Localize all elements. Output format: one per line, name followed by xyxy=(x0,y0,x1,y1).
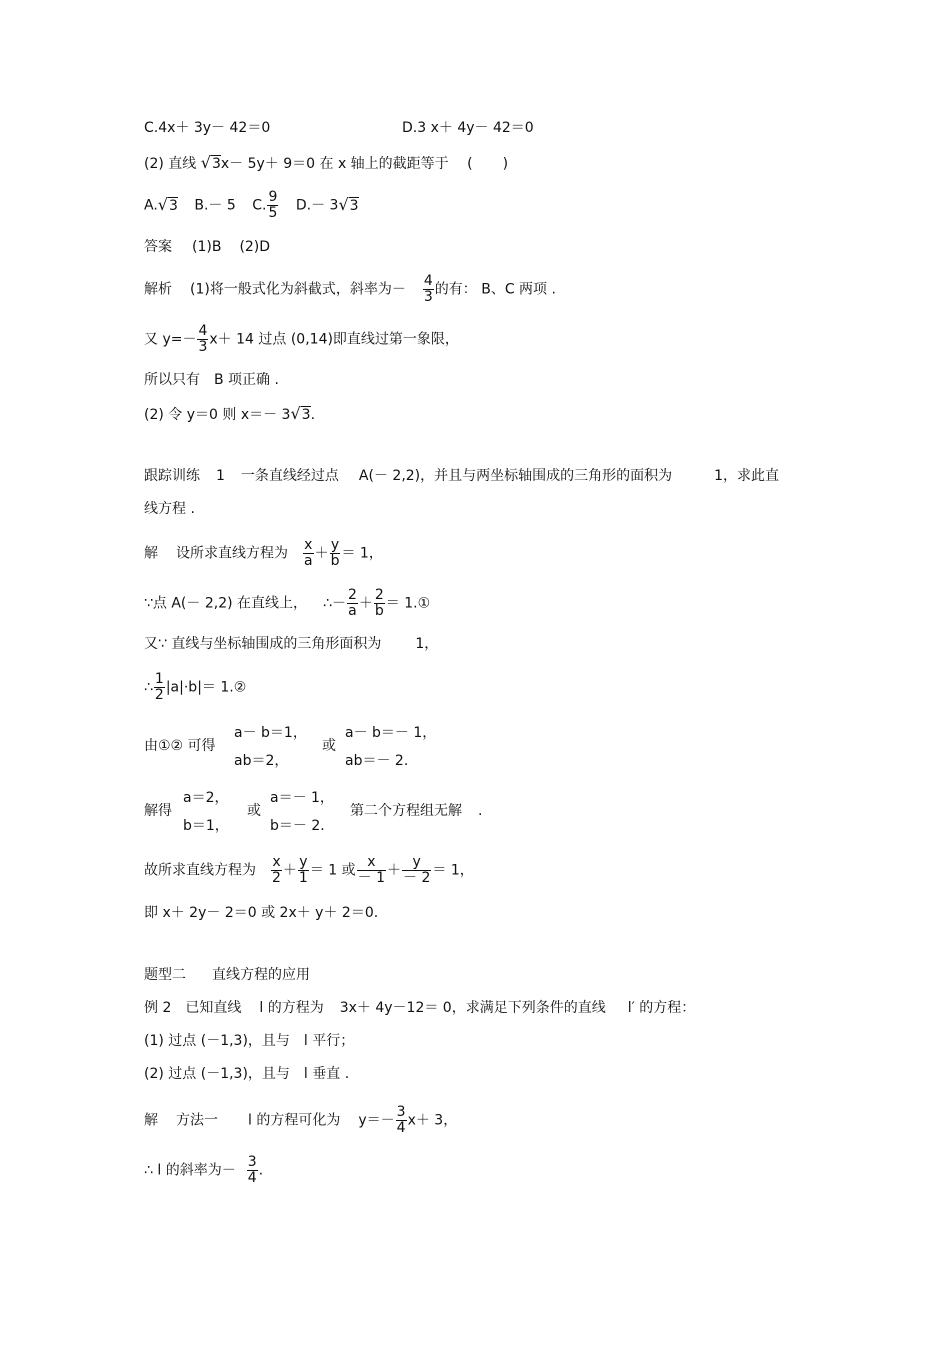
sqrt-symbol: √3 xyxy=(200,153,221,172)
solution-line-7: 故所求直线方程为 $\frac{x}{2}$ ＋ $\frac{y}{1}$ ＝ 1 或 $\frac{x}{- 1}$ ＋ $\frac{y}{- 2}$ ＝ 1， xyxy=(144,854,474,886)
result-2-row-2: b＝－ 2. xyxy=(270,818,325,834)
fraction: $\frac{1}{2}$ xyxy=(154,671,164,703)
result-1-row-2: b＝1， xyxy=(183,818,229,834)
example-2-solution-2: ∴ l 的斜率为－ $\frac{3}{4}$ . xyxy=(144,1154,264,1186)
practice-title: 跟踪训练 1 一条直线经过点 A(－ 2,2)，并且与两坐标轴围成的三角形的面积为 1，求此直 xyxy=(144,468,780,484)
fraction: $\frac{4}{3}$ xyxy=(198,323,208,355)
or-word: 或 xyxy=(322,738,336,754)
example-2-title: 例 2 已知直线 l 的方程为 3x＋ 4y－12＝ 0，求满足下列条件的直线 l′ 的方程： xyxy=(144,1000,696,1016)
solution-line-1: 解 设所求直线方程为 $\frac{x}{a}$ ＋ $\frac{y}{b}$ ＝ 1， xyxy=(144,537,383,569)
system-1-row-2: ab＝2， xyxy=(234,753,289,769)
fraction: $\frac{2}{a}$ xyxy=(347,587,357,619)
system-2-row-2: ab＝－ 2. xyxy=(345,753,409,769)
example-2-solution-1: 解 方法一 l 的方程可化为 y＝－ $\frac{3}{4}$ x＋ 3， xyxy=(144,1104,458,1136)
fraction: $\frac{y}{- 2}$ xyxy=(403,854,431,886)
system-1-row-1: a－ b＝1， xyxy=(234,725,307,741)
question-2-options: A.√3 B.－ 5 C. $\frac{9}{5}$ D.－ 3√3 xyxy=(144,189,359,221)
question-2: (2) 直线 √3x－ 5y＋ 9＝0 在 x 轴上的截距等于 ( ) xyxy=(144,153,509,172)
result-1-row-1: a＝2， xyxy=(183,790,229,806)
option-d: D.3 x＋ 4y－ 42＝0 xyxy=(402,120,534,136)
fraction: $\frac{y}{1}$ xyxy=(298,854,308,886)
option-c: C.4x＋ 3y－ 42＝0 xyxy=(144,120,271,136)
fraction: $\frac{x}{a}$ xyxy=(304,537,313,569)
fraction: $\frac{3}{4}$ xyxy=(396,1104,406,1136)
analysis-line-4: (2) 令 y＝0 则 x＝－ 3√3. xyxy=(144,404,316,423)
or-word: 或 xyxy=(247,803,261,819)
fraction: $\frac{y}{b}$ xyxy=(330,537,340,569)
fraction: $\frac{3}{4}$ xyxy=(247,1154,257,1186)
fraction: $\frac{9}{5}$ xyxy=(268,189,278,221)
solution-line-2: ∵点 A(－ 2,2) 在直线上， ∴－ $\frac{2}{a}$ ＋ $\frac{2}{b}$ ＝ 1.① xyxy=(144,587,431,619)
no-solution-note: 第二个方程组无解 . xyxy=(350,803,483,819)
sqrt-symbol: √3 xyxy=(290,404,311,423)
analysis-line-3: 所以只有 B 项正确 . xyxy=(144,372,279,388)
sqrt-symbol: √3 xyxy=(338,194,359,214)
solution-line-6-label: 解得 xyxy=(144,803,172,819)
analysis-line-1: 解析 (1)将一般式化为斜截式，斜率为－ $\frac{4}{3}$ 的有： B、C 两项 . xyxy=(144,273,556,305)
result-2-row-1: a＝－ 1， xyxy=(270,790,334,806)
fraction: $\frac{x}{- 1}$ xyxy=(357,854,386,886)
section-title: 题型二 直线方程的应用 xyxy=(144,967,310,983)
solution-line-3: 又∵ 直线与坐标轴围成的三角形面积为 1， xyxy=(144,636,439,652)
fraction: $\frac{x}{2}$ xyxy=(272,854,281,886)
practice-title-cont: 线方程 . xyxy=(144,501,195,517)
solution-line-4: ∴ $\frac{1}{2}$ |a|·b|＝ 1.② xyxy=(144,671,247,703)
system-2-row-1: a－ b＝－ 1， xyxy=(345,725,437,741)
answer-line: 答案 (1)B (2)D xyxy=(144,239,271,255)
fraction: $\frac{4}{3}$ xyxy=(423,273,433,305)
analysis-line-2: 又 y=－ $\frac{4}{3}$ x＋ 14 过点 (0,14)即直线过第一象限， xyxy=(144,323,459,355)
example-2-part-2: (2) 过点 (－1,3)，且与 l 垂直 . xyxy=(144,1066,350,1082)
example-2-part-1: (1) 过点 (－1,3)，且与 l 平行； xyxy=(144,1033,355,1049)
solution-line-8: 即 x＋ 2y－ 2＝0 或 2x＋ y＋ 2＝0. xyxy=(144,905,379,921)
sqrt-symbol: √3 xyxy=(157,194,178,214)
solution-line-5-label: 由①② 可得 xyxy=(144,738,216,754)
fraction: $\frac{2}{b}$ xyxy=(374,587,384,619)
